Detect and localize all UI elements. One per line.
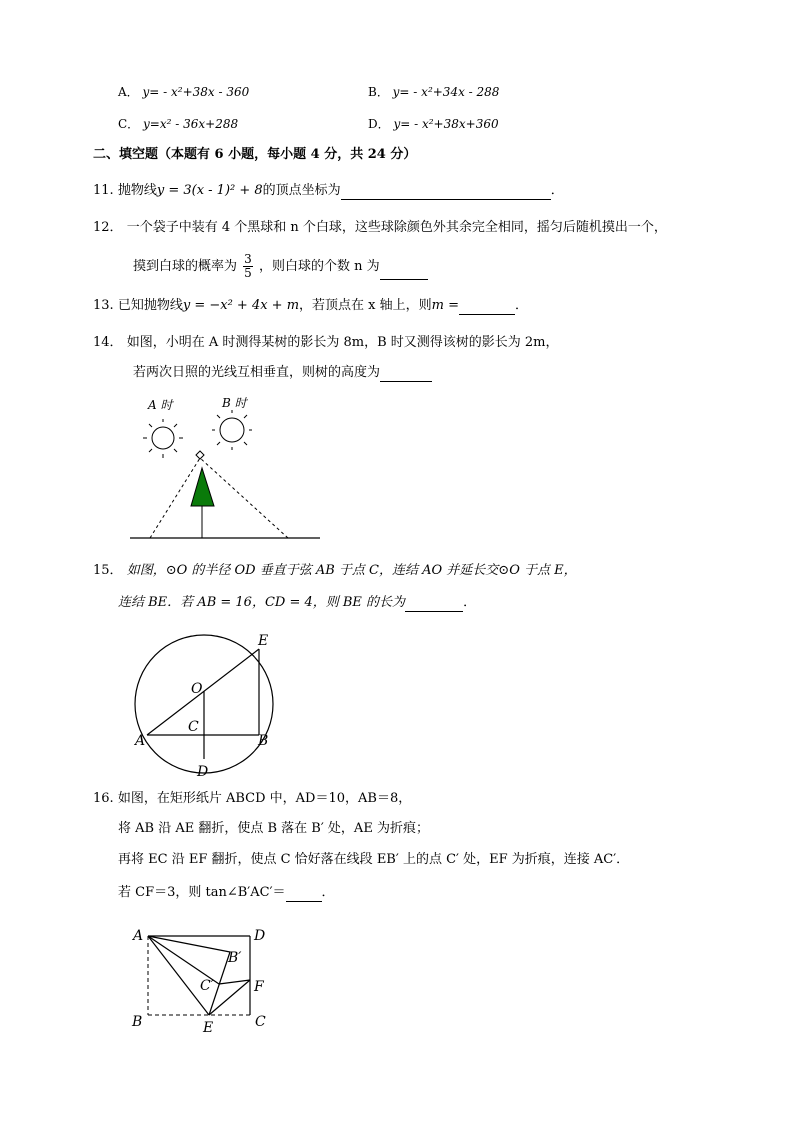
q13-answer-blank[interactable] bbox=[459, 300, 515, 315]
q11-number: 11. bbox=[93, 183, 114, 198]
ray-a bbox=[150, 458, 200, 538]
q13-var: m = bbox=[431, 298, 459, 313]
question-14 bbox=[93, 334, 559, 352]
q12-line2-post: ，则白球的个数 n 为 bbox=[258, 259, 380, 274]
q13-end: ． bbox=[515, 298, 529, 313]
question-12-line2 bbox=[133, 253, 428, 280]
q14-number: 14． bbox=[93, 335, 123, 350]
label-b: B bbox=[258, 733, 269, 749]
q13-number: 13. bbox=[93, 298, 114, 313]
question-15-line2 bbox=[118, 594, 476, 612]
q16-line1: 如图，在矩形纸片 ABCD 中，AD＝10，AB＝8， bbox=[117, 791, 412, 806]
q15-end: ． bbox=[463, 595, 477, 610]
option-c bbox=[118, 115, 238, 133]
label-b: B bbox=[132, 1014, 143, 1030]
question-16-line2: 将 AB 沿 AE 翻折，使点 B 落在 B′ 处，AE 为折痕； bbox=[118, 821, 429, 836]
question-15 bbox=[93, 562, 577, 580]
question-12 bbox=[93, 219, 667, 237]
q13-mid: ，若顶点在 x 轴上，则 bbox=[299, 298, 432, 313]
option-a bbox=[118, 83, 249, 101]
q14-line2: 若两次日照的光线互相垂直，则树的高度为 bbox=[133, 365, 381, 380]
label-a: A bbox=[135, 733, 146, 749]
q11-post: 的顶点坐标为 bbox=[262, 183, 341, 198]
option-c-label: C． bbox=[118, 117, 140, 131]
question-16-line4 bbox=[118, 884, 335, 902]
q14-line1: 如图，小明在 A 时测得某树的影长为 8m，B 时又测得该树的影长为 2m， bbox=[126, 335, 559, 350]
q11-pre: 抛物线 bbox=[117, 183, 157, 198]
q16-answer-blank[interactable] bbox=[286, 887, 322, 902]
q13-pre: 已知抛物线 bbox=[117, 298, 183, 313]
q12-frac-den: 5 bbox=[244, 266, 252, 280]
segment-ae bbox=[147, 649, 259, 735]
right-angle-mark bbox=[196, 451, 204, 459]
q15-number: 15． bbox=[93, 563, 123, 578]
label-a: A bbox=[133, 928, 144, 944]
q12-answer-blank[interactable] bbox=[380, 265, 428, 280]
label-c-prime: C′ bbox=[200, 978, 214, 994]
sun-a-icon bbox=[143, 419, 183, 458]
question-16 bbox=[93, 790, 411, 808]
option-a-label: A． bbox=[118, 85, 139, 99]
option-c-expr: y=x² - 36x+288 bbox=[143, 117, 239, 131]
label-a-time: A 时 bbox=[148, 398, 173, 412]
q16-number: 16. bbox=[93, 791, 114, 806]
q15-line2: 连结 BE．若 AB = 16，CD = 4，则 BE 的长为 bbox=[118, 595, 406, 610]
question-13 bbox=[93, 297, 528, 315]
option-d bbox=[368, 115, 499, 133]
tree-crown bbox=[191, 468, 214, 506]
label-b-prime: B′ bbox=[228, 950, 242, 966]
q13-expr: y = −x² + 4x + m bbox=[182, 298, 300, 313]
option-b-label: B． bbox=[368, 85, 389, 99]
question-11 bbox=[93, 182, 564, 200]
q12-frac-num: 3 bbox=[244, 252, 252, 266]
option-d-label: D． bbox=[368, 117, 390, 131]
question-14-line2 bbox=[133, 364, 432, 382]
label-c: C bbox=[188, 719, 199, 735]
label-e: E bbox=[203, 1020, 214, 1036]
sun-b-icon bbox=[212, 410, 252, 450]
label-e: E bbox=[258, 633, 269, 649]
q16-line4-pre: 若 CF＝3，则 tan∠B′AC′＝ bbox=[118, 885, 286, 900]
option-b-expr: y= - x²+34x - 288 bbox=[392, 85, 500, 99]
q16-end: ． bbox=[321, 885, 335, 900]
q15-answer-blank[interactable] bbox=[405, 597, 463, 612]
fold-ae bbox=[148, 936, 209, 1015]
q14-figure bbox=[120, 392, 340, 542]
q11-answer-blank[interactable] bbox=[341, 185, 551, 200]
q11-end: ． bbox=[550, 183, 564, 198]
question-16-line3: 再将 EC 沿 EF 翻折，使点 C 恰好落在线段 EB′ 上的点 C′ 处，EF 为折痕，连接 AC′． bbox=[118, 852, 630, 867]
q11-expr: y = 3(x - 1)² + 8 bbox=[156, 183, 263, 198]
q12-number: 12． bbox=[93, 220, 123, 235]
option-a-expr: y= - x²+38x - 360 bbox=[142, 85, 250, 99]
label-c: C bbox=[255, 1014, 266, 1030]
q12-line1: 一个袋子中装有 4 个黑球和 n 个白球，这些球除颜色外其余完全相同，摇匀后随机摸出一个， bbox=[126, 220, 667, 235]
label-b-time: B 时 bbox=[222, 396, 247, 410]
q14-answer-blank[interactable] bbox=[380, 367, 432, 382]
q12-line2-pre: 摸到白球的概率为 bbox=[133, 259, 238, 274]
label-f: F bbox=[254, 979, 264, 995]
section-heading: 二、填空题（本题有 6 小题，每小题 4 分，共 24 分） bbox=[93, 147, 417, 162]
ray-b bbox=[200, 458, 288, 538]
label-d: D bbox=[254, 928, 266, 944]
label-o: O bbox=[191, 681, 203, 697]
label-d: D bbox=[197, 764, 209, 780]
option-b bbox=[368, 83, 499, 101]
q15-figure bbox=[125, 625, 295, 785]
q12-fraction bbox=[243, 253, 253, 280]
q15-line1: 如图，⊙O 的半径 OD 垂直于弦 AB 于点 C，连结 AO 并延长交⊙O 于点 E， bbox=[126, 563, 577, 578]
option-d-expr: y= - x²+38x+360 bbox=[393, 117, 499, 131]
q16-figure bbox=[128, 922, 278, 1042]
